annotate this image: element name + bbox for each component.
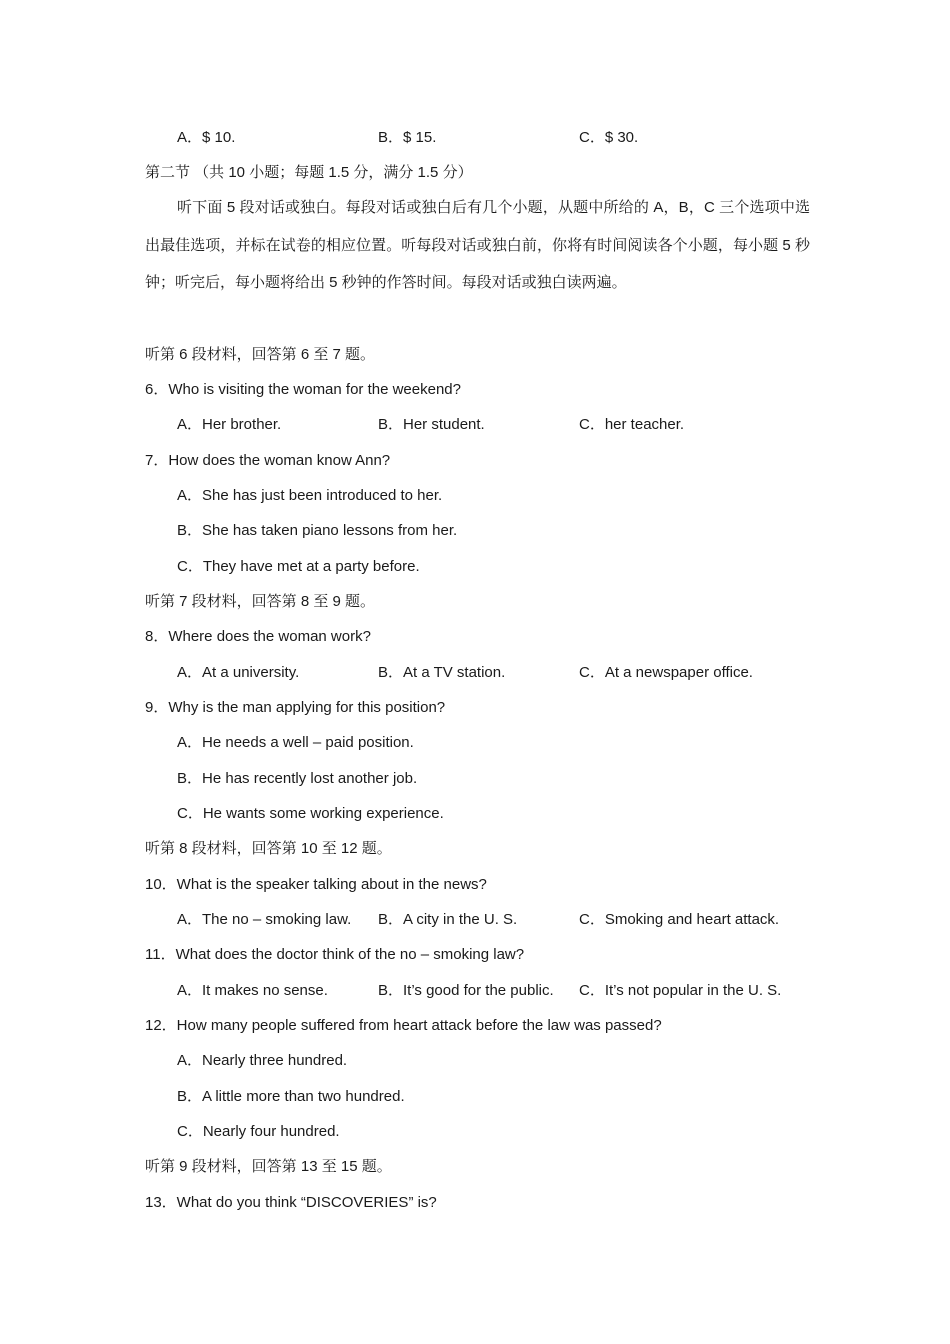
question-8: 8．Where does the woman work? — [145, 628, 371, 645]
q8-option-c: C．At a newspaper office. — [579, 664, 753, 681]
material-8-heading: 听第 8 段材料，回答第 10 至 12 题。 — [145, 840, 392, 857]
question-9: 9．Why is the man applying for this position? — [145, 699, 446, 716]
q10-option-b: B．A city in the U. S. — [378, 911, 518, 928]
question-7: 7．How does the woman know Ann? — [145, 452, 391, 469]
q8-option-a: A．At a university. — [177, 664, 300, 681]
q10-option-c: C．Smoking and heart attack. — [579, 911, 780, 928]
q12-option-c: C．Nearly four hundred. — [177, 1123, 340, 1140]
material-6-heading: 听第 6 段材料，回答第 6 至 7 题。 — [145, 346, 376, 363]
section-heading: 第二节 （共 10 小题；每题 1.5 分，满分 1.5 分） — [145, 164, 473, 181]
q6-option-b: B．Her student. — [378, 416, 485, 433]
material-9-heading: 听第 9 段材料，回答第 13 至 15 题。 — [145, 1158, 392, 1175]
material-7-heading: 听第 7 段材料，回答第 8 至 9 题。 — [145, 593, 376, 610]
q11-option-c: C．It’s not popular in the U. S. — [579, 982, 782, 999]
question-13: 13．What do you think “DISCOVERIES” is? — [145, 1194, 437, 1211]
q8-option-b: B．At a TV station. — [378, 664, 506, 681]
q12-option-a: A．Nearly three hundred. — [177, 1052, 348, 1069]
q5-option-a: A．$ 10. — [177, 129, 236, 146]
q9-option-b: B．He has recently lost another job. — [177, 770, 418, 787]
question-10: 10．What is the speaker talking about in the news? — [145, 876, 487, 893]
question-12: 12．How many people suffered from heart attack before the law was passed? — [145, 1017, 662, 1034]
q9-option-a: A．He needs a well – paid position. — [177, 734, 414, 751]
q10-option-a: A．The no – smoking law. — [177, 911, 352, 928]
question-11: 11．What does the doctor think of the no – smoking law? — [145, 946, 525, 963]
q7-option-c: C．They have met at a party before. — [177, 558, 420, 575]
q5-option-c: C．$ 30. — [579, 129, 639, 146]
q6-option-c: C．her teacher. — [579, 416, 685, 433]
q11-option-a: A．It makes no sense. — [177, 982, 328, 999]
question-6: 6．Who is visiting the woman for the weekend? — [145, 381, 461, 398]
section-instructions: 听下面 5 段对话或独白。每段对话或独白后有几个小题，从题中所给的 A，B，C 三个选项中选出最佳选项，并标在试卷的相应位置。听每段对话或独白前，你将有时间阅读各个小题，每小题 5 秒钟；听完后，每小题将给出 5 秒钟的作答时间。每段对话或独白读两遍。 — [145, 199, 810, 291]
q6-option-a: A．Her brother. — [177, 416, 282, 433]
q7-option-b: B．She has taken piano lessons from her. — [177, 522, 458, 539]
q11-option-b: B．It’s good for the public. — [378, 982, 554, 999]
q7-option-a: A．She has just been introduced to her. — [177, 487, 443, 504]
q12-option-b: B．A little more than two hundred. — [177, 1088, 405, 1105]
q9-option-c: C．He wants some working experience. — [177, 805, 444, 822]
q5-option-b: B．$ 15. — [378, 129, 437, 146]
